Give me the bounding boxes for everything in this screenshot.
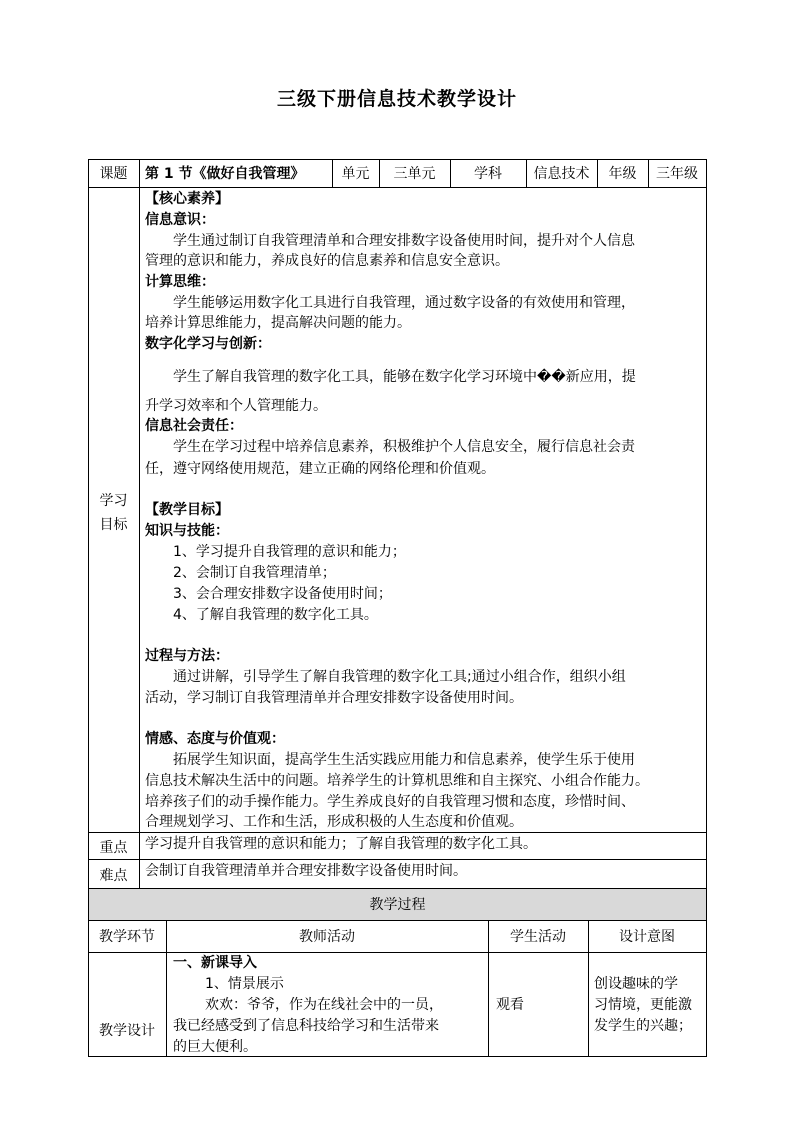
intent-text-1: 创设趣味的学: [594, 976, 678, 992]
knowledge-item-3: 3、会合理安排数字设备使用时间；: [173, 586, 392, 602]
table-line: [88, 888, 707, 889]
social-responsibility-text-1: 学生在学习过程中培养信息素养，积极维护个人信息安全，履行信息社会责: [173, 439, 635, 455]
emotion-values-text-4: 合理规划学习、工作和生活，形成积极的人生态度和价值观。: [145, 814, 523, 830]
column-header-stage: 教学环节: [99, 929, 155, 945]
teacher-text-1: 欢欢：爷爷，作为在线社会中的一员，: [205, 997, 443, 1013]
digital-learning-text-1: 学生了解自我管理的数字化工具，能够在数字化学习环境中��新应用，提: [173, 369, 636, 385]
knowledge-skills-heading: 知识与技能：: [145, 523, 229, 539]
goals-label-line2: 目标: [99, 517, 128, 533]
emotion-values-text-2: 信息技术解决生活中的问题。培养学生的计算机思维和自主探究、小组合作能力。: [145, 773, 649, 789]
digital-learning-text-2: 升学习效率和个人管理能力。: [145, 398, 327, 414]
process-method-heading: 过程与方法：: [145, 648, 229, 664]
social-responsibility-heading: 信息社会责任：: [145, 418, 243, 434]
info-awareness-text-1: 学生通过制订自我管理清单和合理安排数字设备使用时间，提升对个人信息: [173, 233, 635, 249]
computational-heading: 计算思维：: [145, 274, 215, 290]
digital-learning-heading: 数字化学习与创新：: [145, 336, 271, 352]
process-method-text-1: 通过讲解，引导学生了解自我管理的数字化工具;通过小组合作，组织小组: [173, 669, 626, 685]
emotion-values-text-3: 培养孩子们的动手操作能力。学生养成良好的自我管理习惯和态度，珍惜时间、: [145, 794, 635, 810]
document-title: 三级下册信息技术教学设计: [276, 88, 517, 110]
table-line: [88, 159, 89, 1057]
topic-value: 第 1 节《做好自我管理》: [145, 166, 305, 182]
grade-label: 年级: [608, 166, 637, 182]
emotion-values-text-1: 拓展学生知识面，提高学生生活实践应用能力和信息素养，使学生乐于使用: [173, 752, 635, 768]
table-line: [139, 159, 140, 889]
column-header-intent: 设计意图: [619, 929, 675, 945]
table-line: [88, 187, 707, 188]
goals-label-line1: 学习: [99, 493, 128, 509]
intent-text-2: 习情境，更能激: [594, 997, 692, 1013]
unit-value: 三单元: [393, 166, 436, 182]
teacher-text-3: 的巨大便利。: [173, 1039, 257, 1055]
computational-text-2: 培养计算思维能力，提高解决问题的能力。: [145, 315, 411, 331]
difficulty-value: 会制订自我管理清单并合理安排数字设备使用时间。: [145, 863, 467, 879]
teacher-heading: 一、新课导入: [173, 955, 257, 971]
unit-label: 单元: [341, 166, 370, 182]
table-line: [88, 832, 707, 833]
difficulty-label: 难点: [99, 868, 128, 884]
stage-cell: 教学设计: [99, 1023, 155, 1039]
table-line: [88, 859, 707, 860]
emotion-values-heading: 情感、态度与价值观：: [145, 731, 285, 747]
info-awareness-text-2: 管理的意识和能力，养成良好的信息素养和信息安全意识。: [145, 253, 509, 269]
knowledge-item-4: 4、了解自我管理的数字化工具。: [173, 607, 378, 623]
social-responsibility-text-2: 任，遵守网络使用规范，建立正确的网络伦理和价值观。: [145, 461, 495, 477]
computational-text-1: 学生能够运用数字化工具进行自我管理，通过数字设备的有效使用和管理，: [173, 295, 635, 311]
process-method-text-2: 活动，学习制订自我管理清单并合理安排数字设备使用时间。: [145, 690, 523, 706]
subject-value: 信息技术: [533, 166, 590, 182]
subject-label: 学科: [474, 166, 502, 182]
column-header-teacher: 教师活动: [299, 929, 355, 945]
key-point-value: 学习提升自我管理的意识和能力；了解自我管理的数字化工具。: [145, 836, 537, 852]
topic-label: 课题: [99, 166, 128, 182]
teacher-sub: 1、情景展示: [205, 976, 284, 992]
knowledge-item-1: 1、学习提升自我管理的意识和能力；: [173, 544, 406, 560]
knowledge-item-2: 2、会制订自我管理清单；: [173, 565, 336, 581]
key-point-label: 重点: [99, 840, 128, 856]
table-line: [706, 159, 707, 1057]
teaching-goals-heading: 【教学目标】: [145, 502, 229, 518]
intent-text-3: 发学生的兴趣；: [594, 1018, 692, 1034]
teacher-text-2: 我已经感受到了信息科技给学习和生活带来: [173, 1018, 439, 1034]
process-section-title: 教学过程: [369, 897, 426, 913]
table-line: [88, 920, 707, 921]
grade-value: 三年级: [656, 166, 698, 182]
core-literacy-heading: 【核心素养】: [145, 191, 229, 207]
table-line: [88, 159, 707, 160]
info-awareness-heading: 信息意识：: [145, 212, 215, 228]
column-header-student: 学生活动: [510, 929, 566, 945]
student-activity: 观看: [496, 997, 524, 1013]
